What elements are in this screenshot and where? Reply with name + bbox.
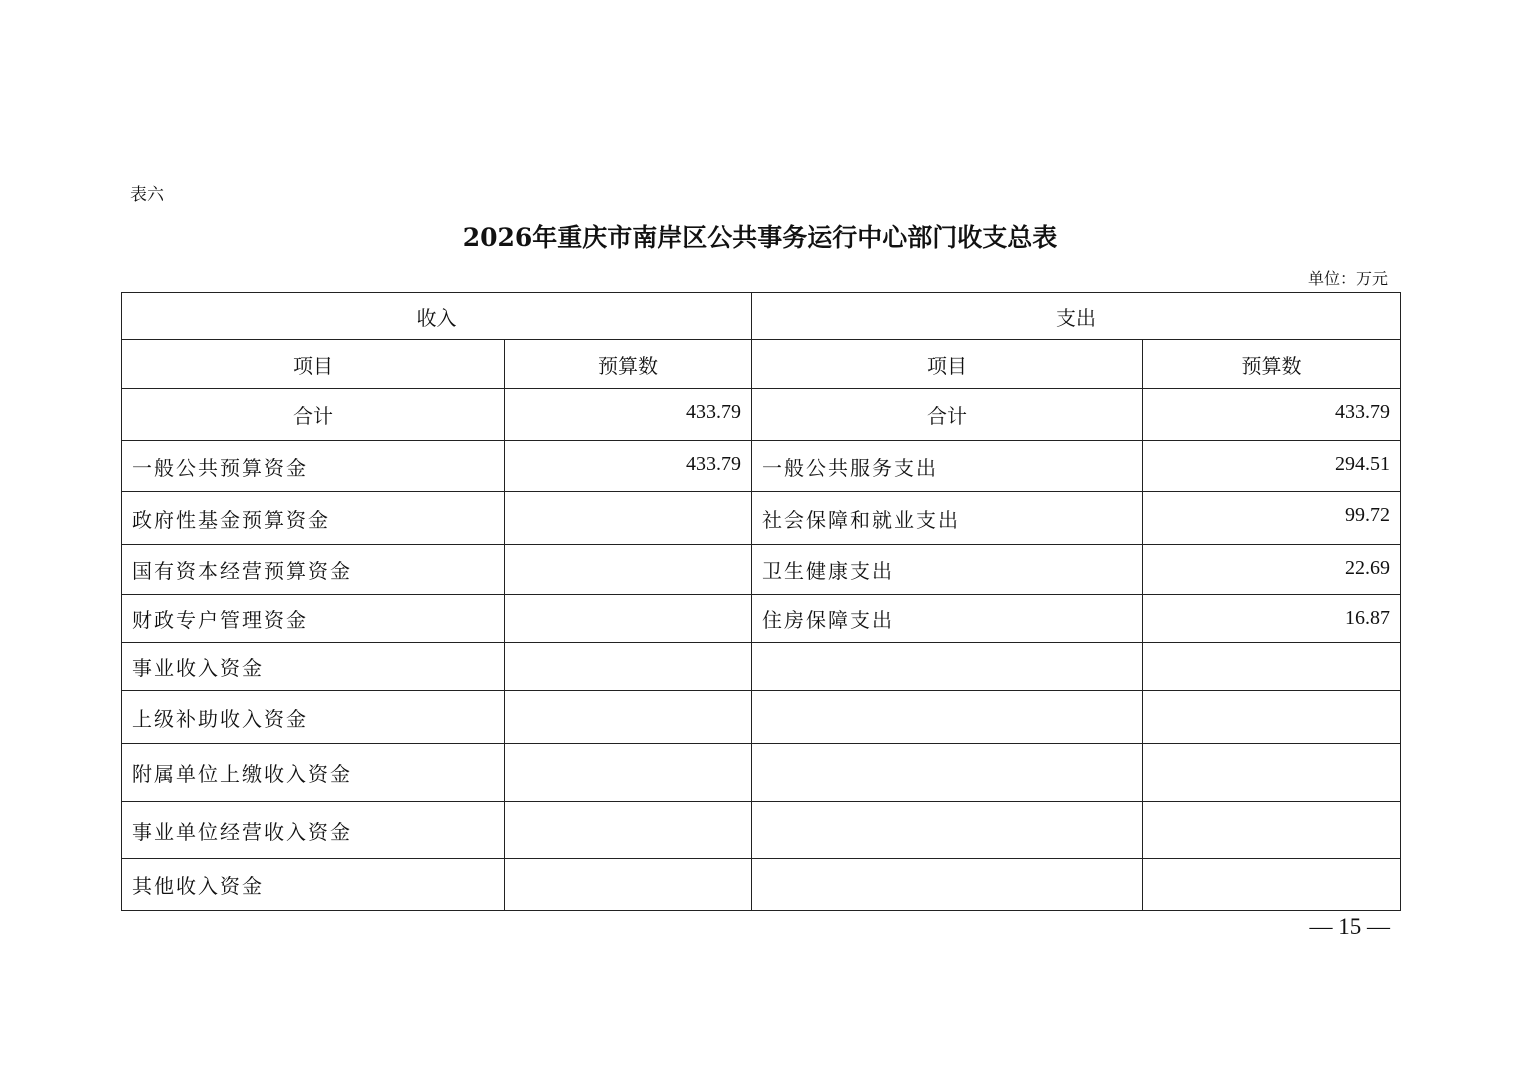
income-value bbox=[505, 595, 752, 643]
income-item: 一般公共预算资金 bbox=[122, 441, 505, 492]
income-value bbox=[505, 492, 752, 545]
expense-item bbox=[752, 643, 1143, 691]
income-budget-header: 预算数 bbox=[505, 340, 752, 389]
table-row bbox=[122, 595, 1401, 643]
income-total-value: 433.79 bbox=[505, 389, 752, 441]
expense-value: 16.87 bbox=[1143, 595, 1401, 643]
expense-value: 99.72 bbox=[1143, 492, 1401, 545]
table-row bbox=[122, 492, 1401, 545]
table-row bbox=[122, 441, 1401, 492]
expense-item bbox=[752, 859, 1143, 911]
column-header-row bbox=[122, 340, 1401, 389]
income-item: 事业单位经营收入资金 bbox=[122, 802, 505, 859]
table-row bbox=[122, 859, 1401, 911]
expense-item: 卫生健康支出 bbox=[752, 545, 1143, 595]
table-row bbox=[122, 643, 1401, 691]
expense-value bbox=[1143, 744, 1401, 802]
income-value: 433.79 bbox=[505, 441, 752, 492]
income-value bbox=[505, 859, 752, 911]
document-title: 2026年重庆市南岸区公共事务运行中心部门收支总表 bbox=[462, 223, 1058, 252]
expense-item bbox=[752, 744, 1143, 802]
income-total-label: 合计 bbox=[122, 389, 505, 441]
income-value bbox=[505, 545, 752, 595]
expense-value bbox=[1143, 643, 1401, 691]
expense-item bbox=[752, 802, 1143, 859]
page-number: — 15 — bbox=[1309, 914, 1390, 939]
income-item: 财政专户管理资金 bbox=[122, 595, 505, 643]
budget-table bbox=[121, 292, 1401, 911]
expense-item bbox=[752, 691, 1143, 744]
expense-budget-header: 预算数 bbox=[1143, 340, 1401, 389]
table-row bbox=[122, 545, 1401, 595]
income-section-header: 收入 bbox=[122, 293, 752, 340]
income-item: 附属单位上缴收入资金 bbox=[122, 744, 505, 802]
table-row bbox=[122, 744, 1401, 802]
expense-item: 社会保障和就业支出 bbox=[752, 492, 1143, 545]
income-item: 政府性基金预算资金 bbox=[122, 492, 505, 545]
unit-label: 单位：万元 bbox=[1307, 269, 1388, 288]
section-header-row bbox=[122, 293, 1401, 340]
expense-total-value: 433.79 bbox=[1143, 389, 1401, 441]
total-row bbox=[122, 389, 1401, 441]
expense-item: 一般公共服务支出 bbox=[752, 441, 1143, 492]
income-item: 其他收入资金 bbox=[122, 859, 505, 911]
income-item: 上级补助收入资金 bbox=[122, 691, 505, 744]
income-item: 事业收入资金 bbox=[122, 643, 505, 691]
expense-value: 294.51 bbox=[1143, 441, 1401, 492]
expense-value bbox=[1143, 691, 1401, 744]
income-item-header: 项目 bbox=[122, 340, 505, 389]
income-value bbox=[505, 691, 752, 744]
expense-total-label: 合计 bbox=[752, 389, 1143, 441]
expense-value bbox=[1143, 802, 1401, 859]
income-item: 国有资本经营预算资金 bbox=[122, 545, 505, 595]
income-value bbox=[505, 744, 752, 802]
table-row bbox=[122, 691, 1401, 744]
expense-item: 住房保障支出 bbox=[752, 595, 1143, 643]
expense-value bbox=[1143, 859, 1401, 911]
income-value bbox=[505, 802, 752, 859]
table-row bbox=[122, 802, 1401, 859]
expense-item-header: 项目 bbox=[752, 340, 1143, 389]
income-value bbox=[505, 643, 752, 691]
expense-value: 22.69 bbox=[1143, 545, 1401, 595]
table-label: 表六 bbox=[130, 185, 164, 205]
expense-section-header: 支出 bbox=[752, 293, 1401, 340]
